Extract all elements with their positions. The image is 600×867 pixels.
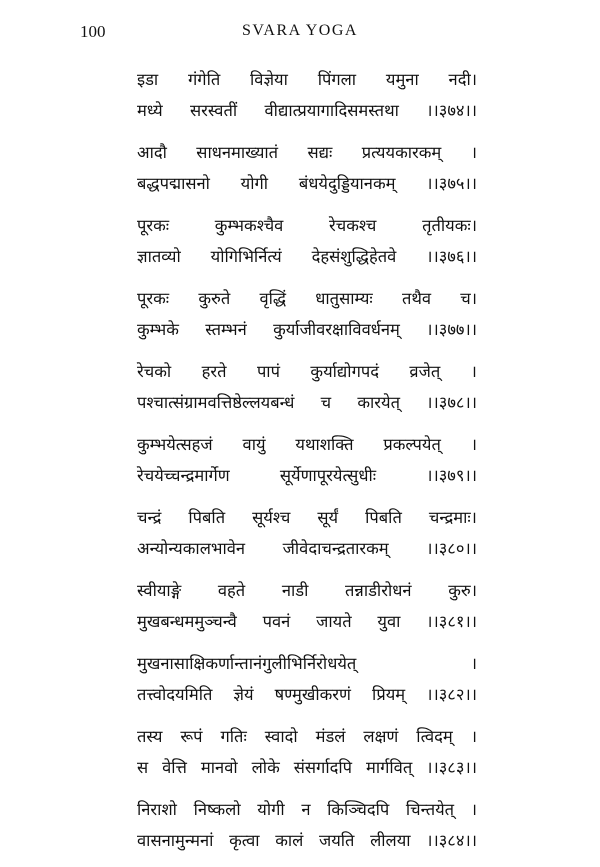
verse-word: ।।३८१।।	[426, 612, 477, 631]
verse-word: वहते	[217, 581, 246, 600]
verse-word: संसर्गादपि	[293, 758, 352, 777]
verse-word: आदौ	[137, 143, 167, 162]
verse-word: तस्य	[137, 727, 163, 746]
verse	[137, 356, 477, 418]
verse-word: ।।३७९।।	[426, 466, 477, 485]
verse-word: मार्गवित्	[365, 758, 413, 777]
verse-word: न	[301, 800, 311, 819]
page-header	[0, 22, 600, 46]
verse-word: ।।३८०।।	[426, 539, 477, 558]
verse-word: कुरुते	[198, 289, 231, 308]
verse-line	[137, 314, 477, 345]
verse-line	[137, 241, 477, 272]
verse-word: योगी	[240, 174, 269, 193]
verse-word: गंगेति	[187, 70, 221, 89]
verse-word: नाडी	[281, 581, 309, 600]
verse-word: पिबति	[365, 508, 402, 527]
verse-line	[137, 679, 477, 710]
verse-word: मुखबन्धममुञ्चन्वै	[137, 612, 237, 631]
verse-word: चन्द्रं	[137, 508, 162, 527]
verse-line	[137, 168, 477, 199]
verse-word: सरस्वतीं	[189, 101, 238, 120]
verse	[137, 283, 477, 345]
verse-word: प्रत्ययकारकम्	[361, 143, 442, 162]
verse-word: लक्षणं	[363, 727, 399, 746]
verse-word: ।।३७८।।	[426, 393, 477, 412]
verse-word: तत्त्वोदयमिति	[137, 685, 213, 704]
verse-word: कुर्याजीवरक्षाविवर्धनम्	[273, 320, 400, 339]
verse-line	[137, 752, 477, 783]
verse-word: तथैव	[401, 289, 432, 308]
verse-word: यथाशक्ति	[295, 435, 354, 454]
verse-word: ।	[470, 143, 477, 162]
verse-word: अन्योन्यकालभावेन	[137, 539, 246, 558]
verse-word: हरते	[201, 362, 227, 381]
verse-word: ।।३७४।।	[426, 101, 477, 120]
verse-word: तन्नाडीरोधनं	[345, 581, 412, 600]
verse	[137, 429, 477, 491]
verse-line	[137, 64, 477, 95]
verse-word: पापं	[256, 362, 280, 381]
verse-line	[137, 356, 477, 387]
verse-word: नदी।	[448, 70, 477, 89]
verse-word: लीलया	[370, 831, 411, 850]
verse-word: पिबति	[188, 508, 226, 527]
verse-line	[137, 533, 477, 564]
verse-word: चिन्तयेत्	[405, 800, 455, 819]
verse-word: स्वादो	[264, 727, 298, 746]
verse-word: निष्कलो	[193, 800, 241, 819]
verse-word: ।	[470, 654, 477, 673]
verse-word: बद्धपद्मासनो	[137, 174, 210, 193]
verse-line	[137, 283, 477, 314]
verse-word: योगी	[257, 800, 285, 819]
verse-word: स्वीयाङ्गे	[137, 581, 182, 600]
verse-word: प्रकल्पयेत्	[383, 435, 441, 454]
verse-line	[137, 95, 477, 126]
verse-word: लोके	[251, 758, 280, 777]
verse-word: ।	[470, 362, 477, 381]
verse-word: मुखनासाक्षिकर्णान्तानंगुलीभिर्निरोधयेत्	[137, 654, 357, 673]
verse-line	[137, 137, 477, 168]
verse-word: बंधयेदुड्डियानकम्	[298, 174, 396, 193]
verse-word: वृद्धिं	[259, 289, 287, 308]
verse	[137, 648, 477, 710]
verse-word: पूरकः	[137, 216, 170, 235]
verse-line	[137, 721, 477, 752]
running-title: SVARA YOGA	[242, 22, 358, 39]
verse-word: ।।३८२।।	[426, 685, 477, 704]
verse-word: सूर्येणापूरयेत्सुधीः	[279, 466, 377, 485]
verse-word: कुम्भकश्चैव	[214, 216, 284, 235]
verse-line	[137, 502, 477, 533]
verse-word: पश्चात्संग्रामवत्तिष्ठेल्लयबन्धं	[137, 393, 295, 412]
verse-word: स	[137, 758, 149, 777]
verse-word: साधनमाख्यातं	[196, 143, 279, 162]
verse-word: ।।३८३।।	[426, 758, 477, 777]
verse-word: सूर्यश्च	[252, 508, 291, 527]
verse-line	[137, 825, 477, 856]
verse-word: च	[320, 393, 332, 412]
verse-word: पिंगला	[317, 70, 357, 89]
verse-word: वायुं	[242, 435, 266, 454]
verse-word: रेचकश्च	[329, 216, 377, 235]
verse-word: वासनामुन्मनां	[137, 831, 214, 850]
verse-line	[137, 429, 477, 460]
verse-word: कृत्वा	[229, 831, 260, 850]
verse-word: कुर्याद्योगपदं	[310, 362, 379, 381]
verse-word: ।।३७७।।	[426, 320, 477, 339]
verse-word: मध्ये	[137, 101, 163, 120]
verse-line	[137, 575, 477, 606]
verse-word: कालं	[275, 831, 304, 850]
verse-word: देहसंशुद्धिहेतवे	[311, 247, 397, 266]
verse-word: कुम्भके	[137, 320, 179, 339]
verse-word: निराशो	[137, 800, 177, 819]
verse	[137, 721, 477, 783]
verse-word: ।।३८४।।	[426, 831, 477, 850]
verse	[137, 137, 477, 199]
verse	[137, 794, 477, 856]
verse-word: सद्यः	[307, 143, 333, 162]
verse	[137, 210, 477, 272]
verse	[137, 502, 477, 564]
verse-word: तृतीयकः।	[422, 216, 477, 235]
verse-word: ।	[470, 727, 477, 746]
verse-word: वेत्ति	[162, 758, 187, 777]
verse-word: विज्ञेया	[250, 70, 288, 89]
verse-word: ।	[470, 435, 477, 454]
verse-word: ज्ञातव्यो	[137, 247, 181, 266]
verse-word: धातुसाम्यः	[315, 289, 373, 308]
verse-line	[137, 387, 477, 418]
verse-word: स्तम्भनं	[205, 320, 247, 339]
verse-word: ।	[470, 800, 477, 819]
verse-word: प्रियम्	[372, 685, 406, 704]
verse-word: कारयेत्	[357, 393, 400, 412]
verse-word: किञ्चिदपि	[327, 800, 390, 819]
verse-word: षण्मुखीकरणं	[274, 685, 351, 704]
verse-word: सूर्यं	[317, 508, 339, 527]
verse-word: मानवो	[200, 758, 238, 777]
verse-word: च।	[460, 289, 477, 308]
verse-line	[137, 606, 477, 637]
verse-word: वीद्यात्प्रयागादिसमस्तथा	[264, 101, 399, 120]
verse-word: त्विदम्	[416, 727, 453, 746]
verse	[137, 575, 477, 637]
verse-word: योगिभिर्नित्यं	[210, 247, 282, 266]
verse-word: पूरकः	[137, 289, 170, 308]
verse-word: जीवेदाचन्द्रतारकम्	[282, 539, 389, 558]
verse-line	[137, 210, 477, 241]
verse-block	[137, 64, 477, 867]
verse-word: जयति	[318, 831, 355, 850]
verse-line	[137, 648, 477, 679]
page-number: 100	[80, 22, 106, 41]
verse-word: यमुना	[385, 70, 419, 89]
verse-word: पवनं	[262, 612, 291, 631]
verse-word: ।।३७६।।	[426, 247, 477, 266]
verse-line	[137, 794, 477, 825]
verse-word: कुम्भयेत्सहजं	[137, 435, 213, 454]
verse-word: इडा	[137, 70, 159, 89]
verse-word: युवा	[377, 612, 401, 631]
verse-word: चन्द्रमाः।	[428, 508, 477, 527]
verse-word: रूपं	[180, 727, 203, 746]
verse-word: जायते	[316, 612, 352, 631]
verse-word: गतिः	[220, 727, 247, 746]
verse-word: मंडलं	[315, 727, 346, 746]
verse	[137, 64, 477, 126]
verse-word: कुरु।	[448, 581, 477, 600]
verse-word: रेचको	[137, 362, 172, 381]
verse-word: ज्ञेयं	[233, 685, 254, 704]
verse-word: ।।३७५।।	[426, 174, 477, 193]
verse-word: व्रजेत्	[409, 362, 441, 381]
verse-word: रेचयेच्चन्द्रमार्गेण	[137, 466, 230, 485]
verse-line	[137, 460, 477, 491]
